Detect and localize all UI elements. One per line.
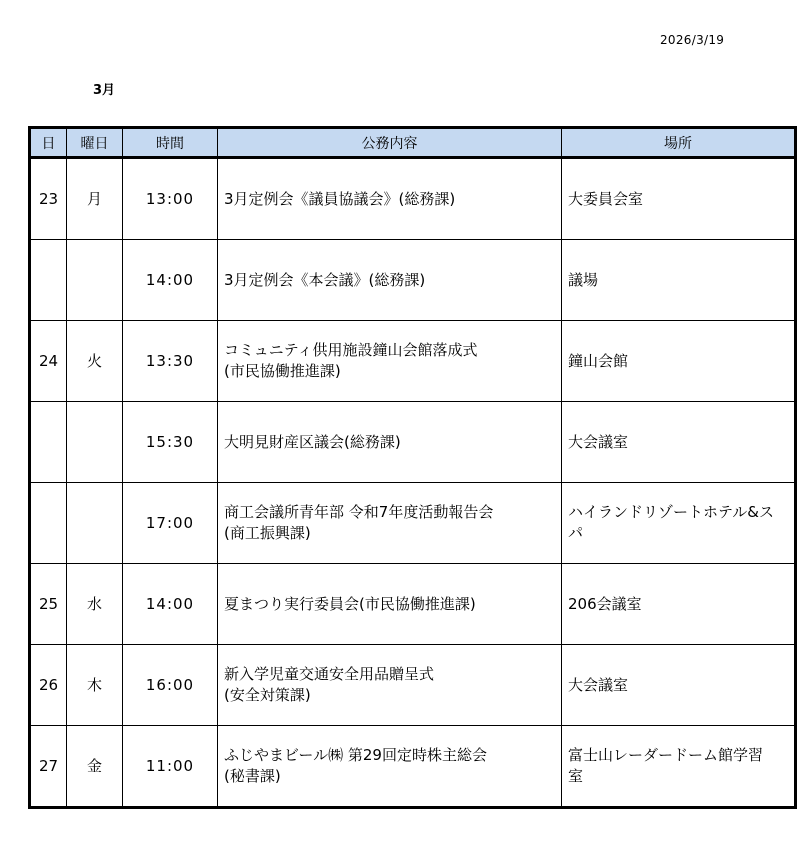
day-cell: 27 bbox=[30, 726, 67, 808]
place-cell bbox=[562, 564, 796, 645]
document-date: 2026/3/19 bbox=[660, 33, 725, 47]
time-cell: 14:00 bbox=[123, 240, 218, 321]
weekday-cell bbox=[67, 483, 123, 564]
time-cell: 15:30 bbox=[123, 402, 218, 483]
description-line: 3月定例会《議員協議会》(総務課) bbox=[224, 189, 456, 208]
place-line: 鐘山会館 bbox=[568, 351, 629, 370]
description-line: 大明見財産区議会(総務課) bbox=[224, 432, 401, 451]
description-cell bbox=[218, 645, 562, 726]
description-line: (市民協働推進課) bbox=[224, 362, 341, 380]
schedule-body bbox=[30, 158, 796, 808]
place-cell bbox=[562, 645, 796, 726]
weekday-cell: 火 bbox=[67, 321, 123, 402]
table-row bbox=[30, 564, 796, 645]
description-cell bbox=[218, 564, 562, 645]
place-line: 富士山レーダードーム館学習 bbox=[568, 746, 764, 764]
place-cell bbox=[562, 240, 796, 321]
time-cell: 13:30 bbox=[123, 321, 218, 402]
day-cell: 24 bbox=[30, 321, 67, 402]
weekday-cell: 木 bbox=[67, 645, 123, 726]
table-row bbox=[30, 240, 796, 321]
day-cell bbox=[30, 402, 67, 483]
time-cell: 17:00 bbox=[123, 483, 218, 564]
time-cell: 13:00 bbox=[123, 158, 218, 240]
schedule-table bbox=[28, 126, 797, 809]
place-cell bbox=[562, 483, 796, 564]
place-cell bbox=[562, 321, 796, 402]
description-line: 夏まつり実行委員会(市民協働推進課) bbox=[224, 594, 476, 613]
place-line: 大会議室 bbox=[568, 675, 629, 694]
place-line: 大会議室 bbox=[568, 432, 629, 451]
weekday-cell: 月 bbox=[67, 158, 123, 240]
table-row bbox=[30, 402, 796, 483]
place-line: 議場 bbox=[568, 270, 599, 289]
description-line: ふじやまビール㈱ 第29回定時株主総会 bbox=[224, 746, 487, 764]
description-cell bbox=[218, 402, 562, 483]
description-line: (秘書課) bbox=[224, 767, 281, 785]
place-line: ハイランドリゾートホテル&ス bbox=[568, 503, 774, 521]
time-cell: 16:00 bbox=[123, 645, 218, 726]
table-row bbox=[30, 726, 796, 808]
header-time: 時間 bbox=[123, 128, 218, 158]
description-cell bbox=[218, 240, 562, 321]
weekday-cell: 水 bbox=[67, 564, 123, 645]
day-cell: 23 bbox=[30, 158, 67, 240]
place-cell bbox=[562, 726, 796, 808]
time-cell: 14:00 bbox=[123, 564, 218, 645]
description-line: (商工振興課) bbox=[224, 524, 311, 542]
place-line: 大委員会室 bbox=[568, 189, 644, 208]
table-row bbox=[30, 645, 796, 726]
header-row bbox=[30, 128, 796, 158]
time-cell: 11:00 bbox=[123, 726, 218, 808]
month-label: 3月 bbox=[93, 83, 116, 98]
table-row bbox=[30, 158, 796, 240]
day-cell: 26 bbox=[30, 645, 67, 726]
header-place: 場所 bbox=[562, 128, 796, 158]
place-line: 室 bbox=[568, 767, 584, 785]
weekday-cell bbox=[67, 240, 123, 321]
place-line: 206会議室 bbox=[568, 594, 642, 613]
description-line: 商工会議所青年部 令和7年度活動報告会 bbox=[224, 503, 494, 521]
description-cell bbox=[218, 321, 562, 402]
day-cell bbox=[30, 483, 67, 564]
day-cell bbox=[30, 240, 67, 321]
day-cell: 25 bbox=[30, 564, 67, 645]
weekday-cell: 金 bbox=[67, 726, 123, 808]
description-line: (安全対策課) bbox=[224, 686, 311, 704]
weekday-cell bbox=[67, 402, 123, 483]
description-line: 新入学児童交通安全用品贈呈式 bbox=[224, 665, 435, 683]
place-cell bbox=[562, 402, 796, 483]
description-line: コミュニティ供用施設鐘山会館落成式 bbox=[224, 341, 478, 359]
header-weekday: 曜日 bbox=[67, 128, 123, 158]
description-cell bbox=[218, 483, 562, 564]
place-line: パ bbox=[568, 524, 584, 542]
description-cell bbox=[218, 726, 562, 808]
place-cell bbox=[562, 158, 796, 240]
header-day: 日 bbox=[30, 128, 67, 158]
description-line: 3月定例会《本会議》(総務課) bbox=[224, 270, 426, 289]
header-description: 公務内容 bbox=[218, 128, 562, 158]
table-row bbox=[30, 321, 796, 402]
description-cell bbox=[218, 158, 562, 240]
table-row bbox=[30, 483, 796, 564]
